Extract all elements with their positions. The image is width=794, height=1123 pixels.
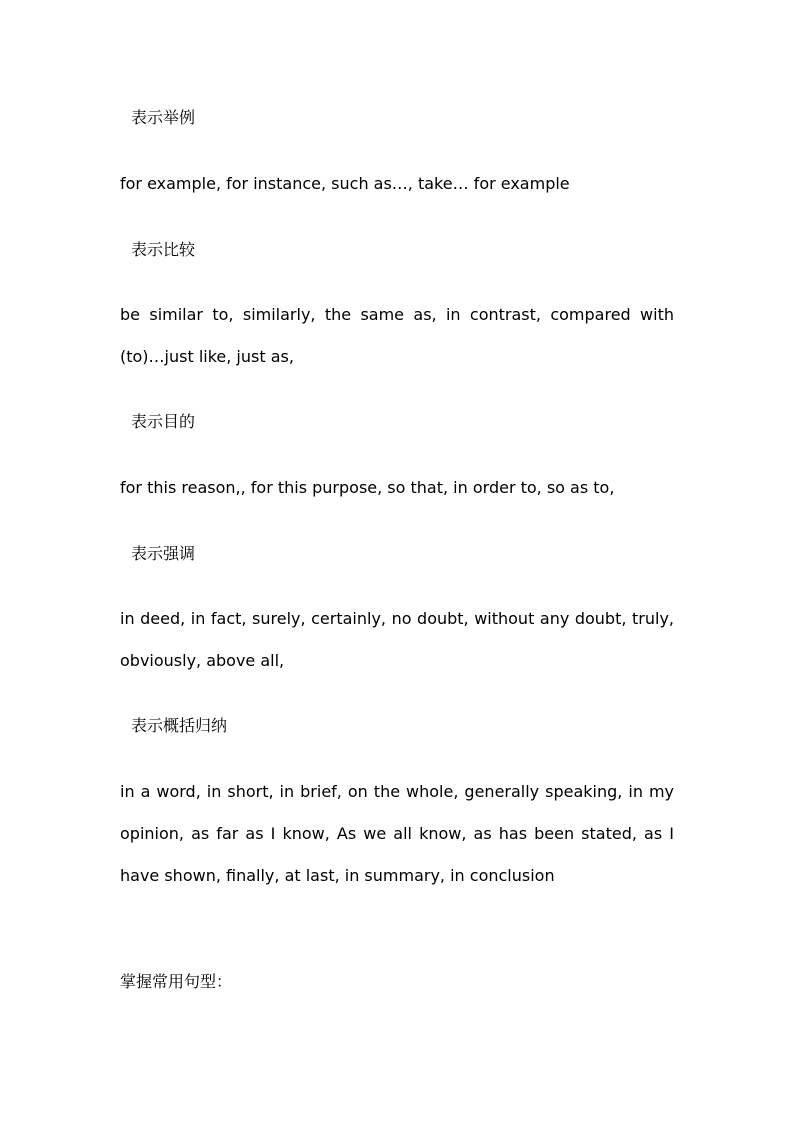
section-body-examples: for example, for instance, such as…, take… for example	[120, 174, 570, 193]
closing-line: 掌握常用句型：	[120, 972, 233, 991]
section-heading-emphasis: 表示强调	[131, 544, 196, 563]
section-body-emphasis: in deed, in fact, surely, certainly, no doubt, without any doubt, truly, obviously, above all,	[120, 609, 674, 670]
section-heading-purpose: 表示目的	[131, 412, 196, 431]
section-body-summary: in a word, in short, in brief, on the whole, generally speaking, in my opinion, as far as I know, As we all know, as has been stated, as I have shown, finally, at last, in summary, in conclusion	[120, 782, 674, 885]
section-heading-examples: 表示举例	[131, 108, 196, 127]
section-heading-comparison: 表示比较	[131, 240, 196, 259]
section-heading-summary: 表示概括归纳	[131, 716, 228, 735]
section-body-comparison: be similar to, similarly, the same as, in contrast, compared with (to)…just like, just as,	[120, 305, 674, 366]
section-body-purpose: for this reason,, for this purpose, so that, in order to, so as to,	[120, 478, 615, 497]
